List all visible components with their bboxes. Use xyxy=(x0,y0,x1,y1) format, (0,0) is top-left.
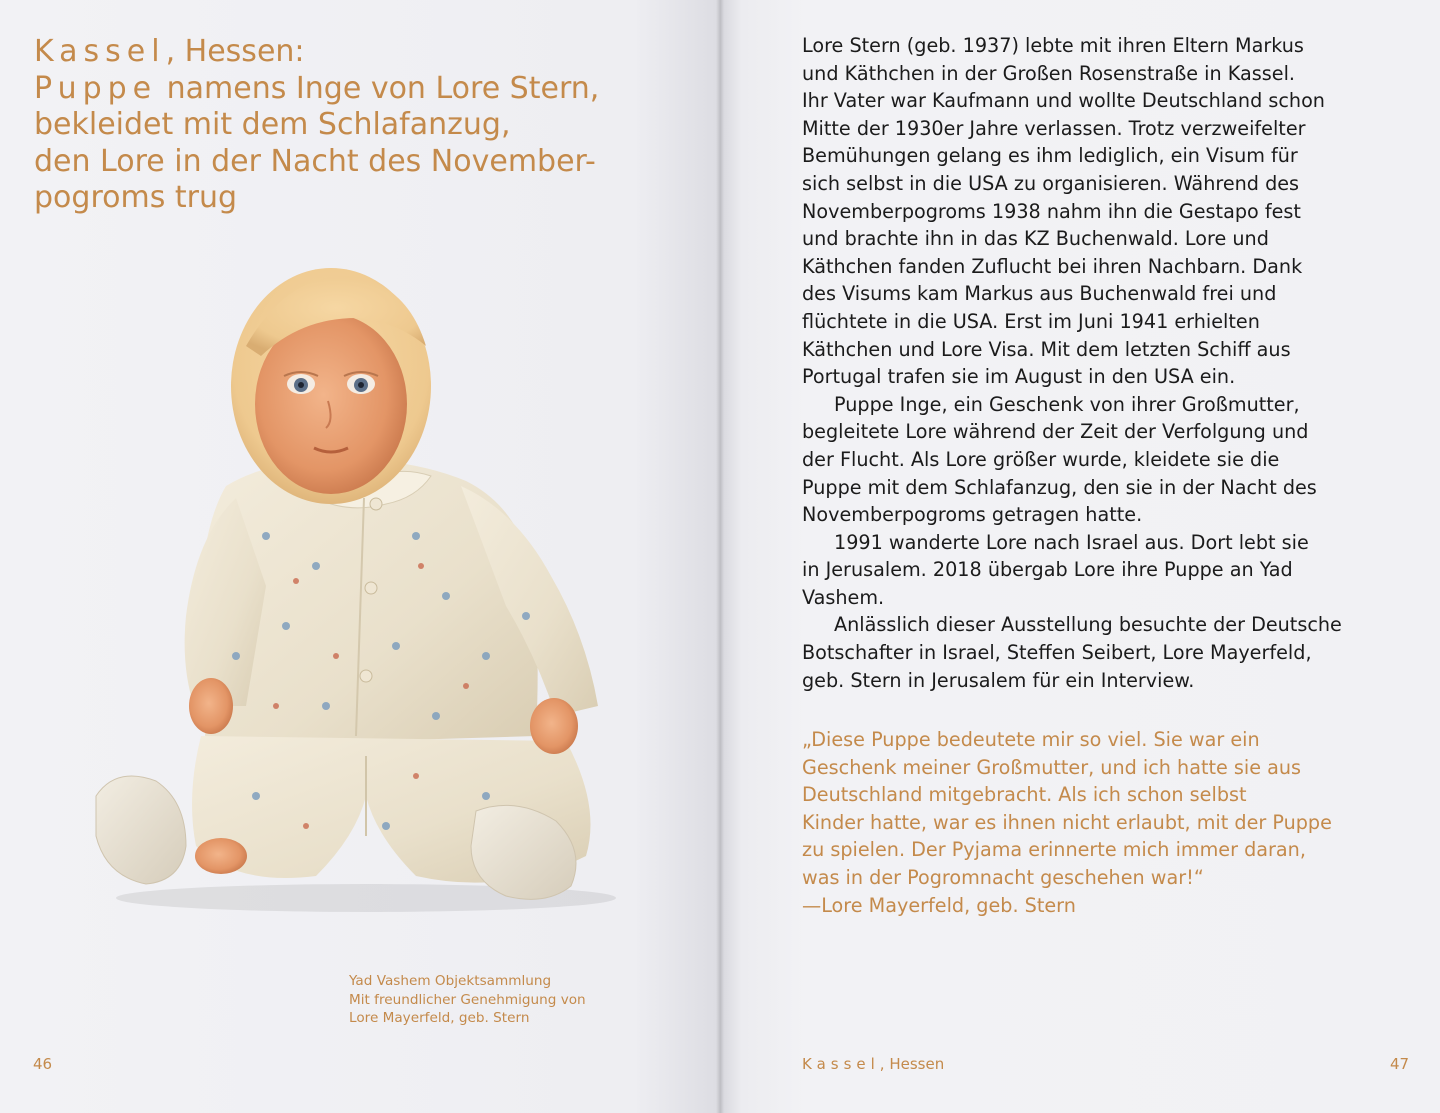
body-line: Ihr Vater war Kaufmann und wollte Deutschland schon xyxy=(802,89,1325,113)
caption-line-2: Mit freundlicher Genehmigung von xyxy=(349,991,586,1008)
quote-block xyxy=(802,726,1432,919)
doll-in-pajamas-photo xyxy=(86,236,626,926)
book-gutter xyxy=(716,0,724,1113)
quote-line: Geschenk meiner Großmutter, und ich hatte sie aus xyxy=(802,755,1302,779)
heading-region: , Hessen: xyxy=(165,34,305,69)
body-line: und brachte ihn in das KZ Buchenwald. Lore und xyxy=(802,227,1269,251)
caption-line-3: Lore Mayerfeld, geb. Stern xyxy=(349,1010,530,1027)
body-line: Puppe mit dem Schlafanzug, den sie in der Nacht des xyxy=(802,475,1317,499)
body-line: begleitete Lore während der Zeit der Verfolgung und xyxy=(802,420,1309,444)
right-page xyxy=(720,0,1440,1113)
body-line: und Käthchen in der Großen Rosenstraße in Kassel. xyxy=(802,61,1295,85)
heading-place: Kassel xyxy=(34,34,166,69)
body-text xyxy=(802,32,1432,694)
running-head-place: Kassel xyxy=(802,1055,880,1073)
heading-object-word: Puppe xyxy=(34,70,158,106)
body-line: Portugal trafen sie im August in den USA ein. xyxy=(802,365,1236,389)
body-line: Bemühungen gelang es ihm lediglich, ein Visum für xyxy=(802,144,1298,168)
running-head xyxy=(802,1055,944,1073)
quote-line: was in der Pogromnacht geschehen war!“ xyxy=(802,865,1204,889)
heading-line-2 xyxy=(34,71,684,108)
page-number-left: 46 xyxy=(33,1055,53,1073)
body-line: Novemberpogroms 1938 nahm ihn die Gestapo fest xyxy=(802,199,1301,223)
body-line: Novemberpogroms getragen hatte. xyxy=(802,503,1143,527)
body-line: Mitte der 1930er Jahre verlassen. Trotz verzweifelter xyxy=(802,116,1306,140)
heading-line-3: bekleidet mit dem Schlafanzug, xyxy=(34,107,511,143)
body-line: Vashem. xyxy=(802,585,885,609)
photo-caption xyxy=(349,972,679,1028)
body-line: Anlässlich dieser Ausstellung besuchte der Deutsche xyxy=(834,613,1342,637)
heading-line-4: den Lore in der Nacht des November- xyxy=(34,143,596,179)
heading-line-2-rest: namens Inge von Lore Stern, xyxy=(157,70,600,106)
quote-line: Deutschland mitgebracht. Als ich schon selbst xyxy=(802,783,1247,807)
page-heading xyxy=(34,34,684,217)
body-line: 1991 wanderte Lore nach Israel aus. Dort lebt sie xyxy=(834,530,1309,554)
body-line: flüchtete in die USA. Erst im Juni 1941 erhielten xyxy=(802,309,1260,333)
heading-line-1 xyxy=(34,34,684,71)
body-line: Lore Stern (geb. 1937) lebte mit ihren Eltern Markus xyxy=(802,34,1304,57)
body-line: in Jerusalem. 2018 übergab Lore ihre Puppe an Yad xyxy=(802,558,1293,582)
running-head-region: , Hessen xyxy=(879,1055,945,1073)
quote-line: Kinder hatte, war es ihnen nicht erlaubt, mit der Puppe xyxy=(802,810,1332,834)
body-line: sich selbst in die USA zu organisieren. Während des xyxy=(802,171,1300,195)
page-number-right: 47 xyxy=(1390,1055,1410,1073)
body-line: der Flucht. Als Lore größer wurde, kleidete sie die xyxy=(802,447,1280,471)
body-line: Botschafter in Israel, Steffen Seibert, Lore Mayerfeld, xyxy=(802,641,1312,665)
caption-line-1: Yad Vashem Objektsammlung xyxy=(349,973,552,989)
quote-attribution: —Lore Mayerfeld, geb. Stern xyxy=(802,893,1076,917)
heading-line-5: pogroms trug xyxy=(34,180,238,216)
body-line: geb. Stern in Jerusalem für ein Interview. xyxy=(802,668,1195,692)
body-line: des Visums kam Markus aus Buchenwald frei und xyxy=(802,282,1277,306)
body-line: Käthchen und Lore Visa. Mit dem letzten Schiff aus xyxy=(802,337,1291,361)
body-line: Käthchen fanden Zuflucht bei ihren Nachbarn. Dank xyxy=(802,254,1303,278)
body-line: Puppe Inge, ein Geschenk von ihrer Großmutter, xyxy=(834,392,1300,416)
quote-line: „Diese Puppe bedeutete mir so viel. Sie war ein xyxy=(802,728,1260,751)
quote-line: zu spielen. Der Pyjama erinnerte mich immer daran, xyxy=(802,838,1306,862)
